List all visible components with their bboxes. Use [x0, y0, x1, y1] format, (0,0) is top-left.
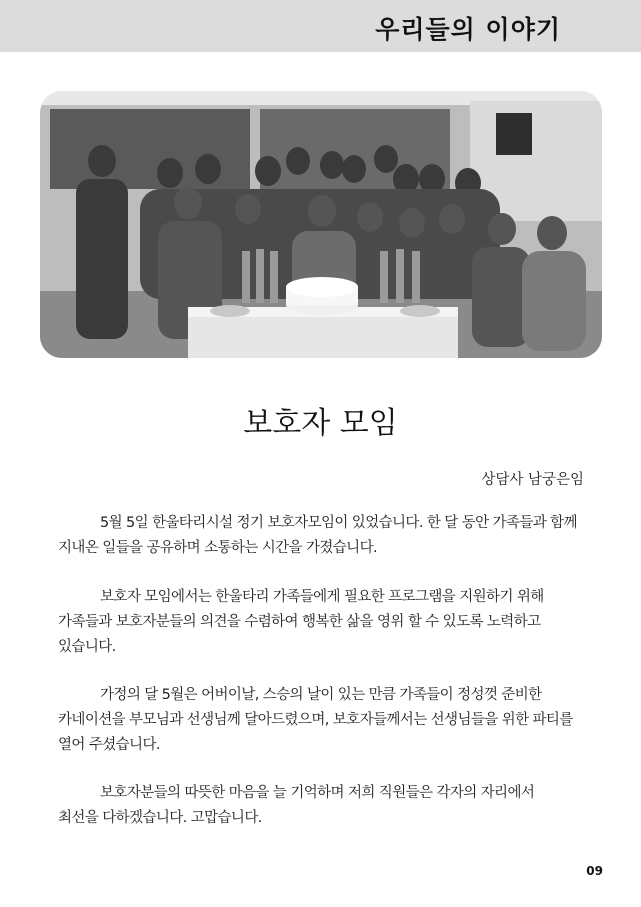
- article-title: 보호자 모임: [243, 406, 398, 441]
- article-paragraph-2: 보호자 모임에서는 한울타리 가족들에게 필요한 프로그램을 지원하기 위해 가족들과 보호자분들의 의견을 수렴하여 행복한 삶을 영위 할 수 있도록 노력하고 있습니다.: [58, 589, 544, 655]
- group-photo: [40, 91, 602, 358]
- page-number: 09: [586, 864, 603, 878]
- article-paragraph-1: 5월 5일 한울타리시설 정기 보호자모임이 있었습니다. 한 달 동안 가족들과 함께 지내온 일들을 공유하며 소통하는 시간을 가졌습니다.: [58, 515, 577, 556]
- article-paragraph-3: 가정의 달 5월은 어버이날, 스승의 날이 있는 만큼 가족들이 정성껏 준비한 카네이션을 부모님과 선생님께 달아드렸으며, 보호자들께서는 선생님들을 위한 파티를 열어 주셨습니다.: [58, 687, 573, 753]
- article-paragraph-4: 보호자분들의 따뜻한 마음을 늘 기억하며 저희 직원들은 각자의 자리에서 최선을 다하겠습니다. 고맙습니다.: [58, 785, 535, 826]
- section-title: 우리들의 이야기: [375, 15, 561, 44]
- article-byline: 상담사 남궁은임: [481, 472, 584, 488]
